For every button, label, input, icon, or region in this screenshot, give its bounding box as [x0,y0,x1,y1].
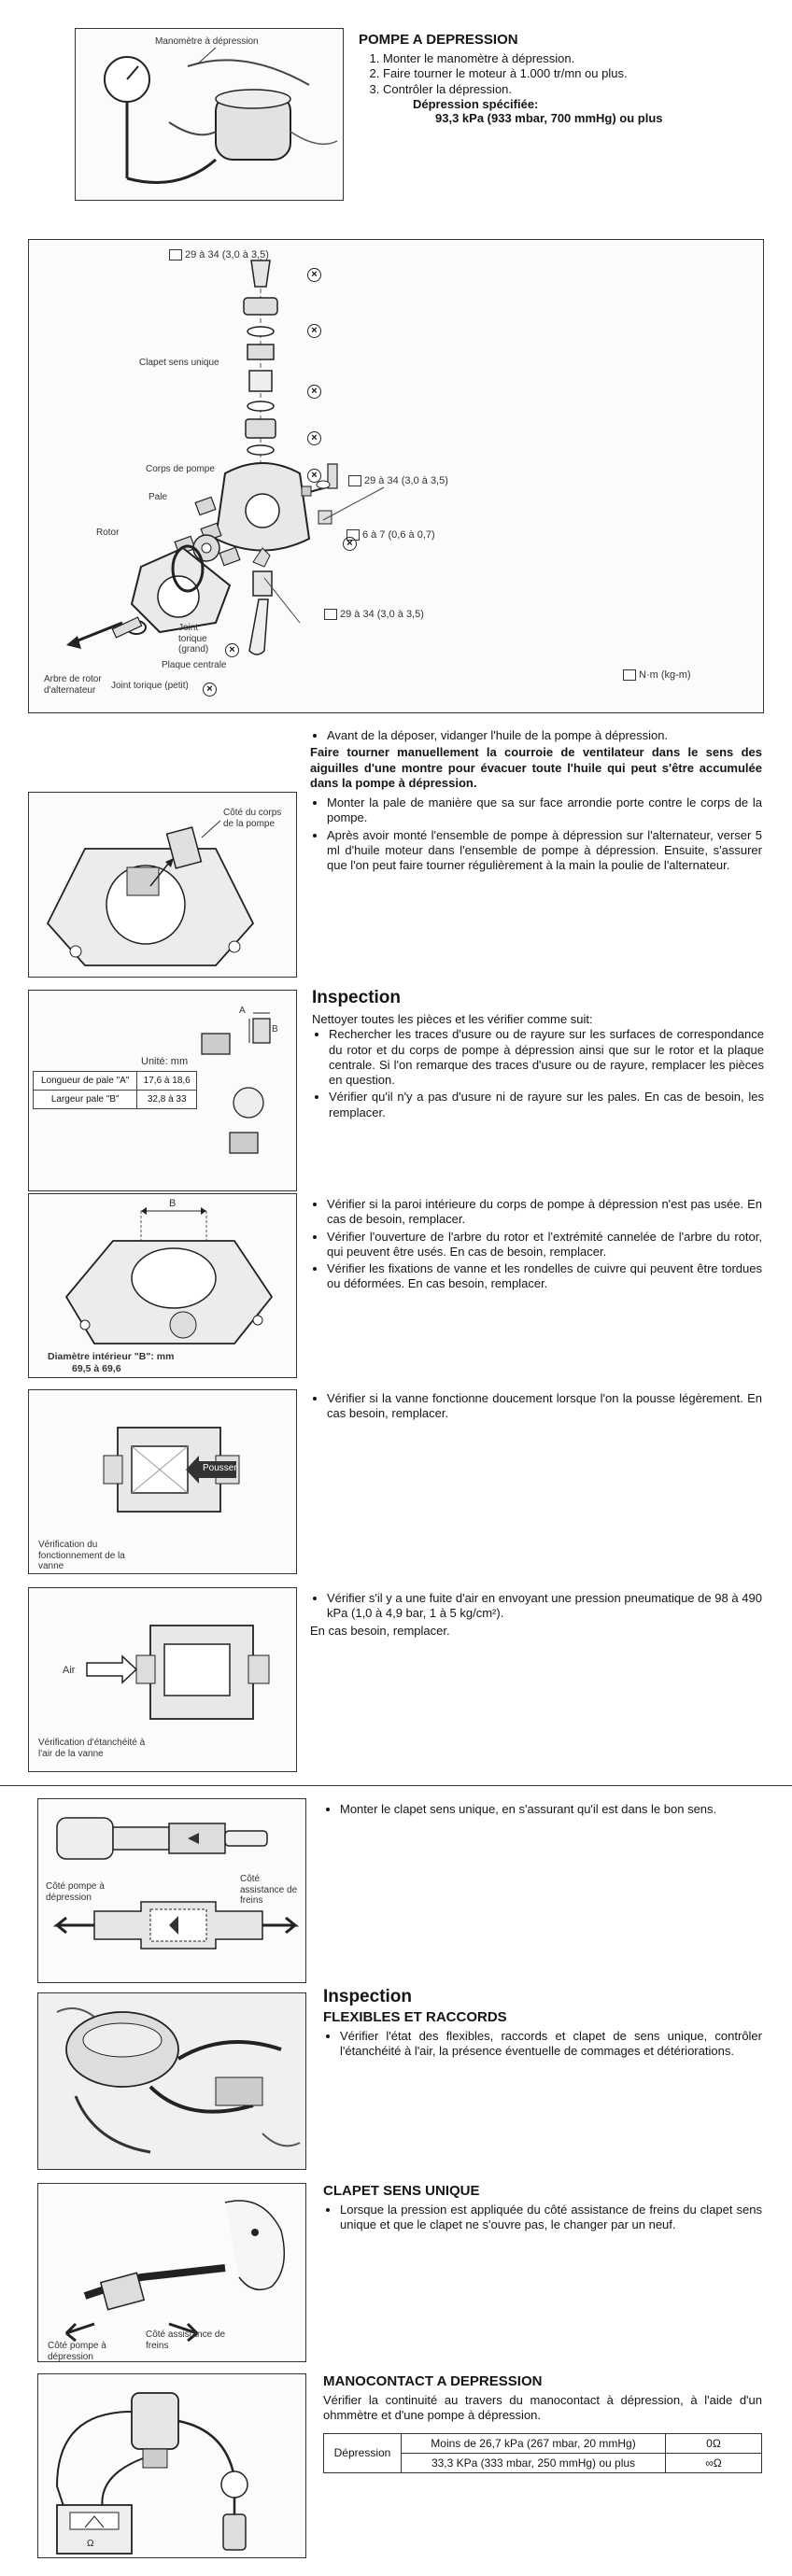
wrench-icon [169,249,182,260]
step-item: 3. Contrôler la dépression. [383,82,770,97]
replace-icon: × [307,385,321,399]
air-label: Air [63,1665,76,1676]
vacuum-switch-subheading: MANOCONTACT A DEPRESSION [323,2373,543,2389]
joint-petit-label: Joint torique (petit) [111,681,189,691]
joint-grand-label: Joint torique (grand) [178,623,209,655]
vacuum-switch-section [323,2373,762,2473]
brake-side-label: Côté assistance de freins [240,1874,298,1906]
wrench-icon [346,529,360,541]
pump-body-text [310,1197,762,1294]
body-bullet: • Vérifier l'ouverture de l'arbre du rotor et l'extrémité cannelée de l'arbre du rotor, qui peuvent être usés. En cas de besoin, remplacer. [327,1230,762,1260]
hoses-bullet: • Vérifier l'état des flexibles, raccords et clapet de sens unique, contrôler l'étanchéité à l'air, la présence éventuelle de commages et détériorations. [340,2029,762,2060]
row-label: Longueur de pale "A" [34,1072,137,1091]
check-valve-test-bullet: • Lorsque la pression est appliquée du côté assistance de freins du clapet sens unique et que le clapet ne s'ouvre pas, le changer par un neuf. [340,2203,762,2233]
condition-cell: Moins de 26,7 kPa (267 mbar, 20 mmHg) [402,2433,666,2453]
drain-instructions [310,728,762,791]
row-value: 17,6 à 18,6 [137,1072,197,1091]
replace-icon: × [307,431,321,445]
unit-label: Unité: mm [141,1056,189,1067]
unit-legend: N·m (kg-m) [623,669,691,682]
replace-icon: × [203,683,217,697]
inspection-heading: Inspection [312,988,402,1007]
dim-b-label: B [272,1024,278,1035]
row-label: Largeur pale "B" [34,1091,137,1109]
svg-text:Ω: Ω [87,2539,94,2549]
brake-side-label: Côté assistance de freins [146,2330,226,2351]
resistance-cell: ∞Ω [666,2453,762,2472]
section-vacuum-pump [359,32,770,125]
valve-airtight-caption: Vérification d'étanchéité à l'air de la vanne [38,1738,146,1759]
valve-bullet: • Vérifier si la vanne fonctionne doucement lorsque l'on la pousse légèrement. En cas besoin, remplacer. [327,1391,762,1422]
pump-side-label: Côté du corps de la pompe [223,808,282,829]
diameter-caption: Diamètre intérieur "B": mm [48,1351,175,1362]
pale-spec-table [33,1071,197,1109]
inspection-intro: Nettoyer toutes les pièces et les vérifier comme suit: [312,1012,593,1026]
step-item: 1. Monter le manomètre à dépression. [383,51,770,66]
steps-list [359,51,770,97]
table-row [34,1091,197,1109]
inspection-section [312,988,764,1122]
replace-icon: × [307,324,321,338]
spec-value: 93,3 kPa (933 mbar, 700 mmHg) ou plus [435,110,663,125]
torque-label: 6 à 7 (0,6 à 0,7) [346,529,435,542]
valve-airtight-text [310,1591,762,1639]
check-valve-mount-text [323,1802,762,1819]
clapet-label: Clapet sens unique [139,358,219,368]
pale-label: Pale [148,492,168,502]
airtight-bullet: • Vérifier s'il y a une fuite d'air en envoyant une pression pneumatique de 98 à 490 kPa (1,0 à 4,9 bar, 1 à 5 kg/cm²). [327,1591,762,1622]
inspection-bullet: • Vérifier qu'il n'y a pas d'usure ni de rayure sur les pales. En cas de besoin, les remplacer. [329,1090,764,1120]
vacuum-switch-text: Vérifier la continuité au travers du manocontact à dépression, à l'aide d'un ohmmètre et d'une pompe à dépression. [323,2393,762,2423]
airtight-after: En cas besoin, remplacer. [310,1623,450,1638]
torque-label: 29 à 34 (3,0 à 3,5) [348,475,448,487]
pale-bullet: • Après avoir monté l'ensemble de pompe à dépression sur l'alternateur, verser 5 ml d'huile moteur dans l'ensemble de pompe à dépression. Ensuite, s'assurer que l'on peut faire tourner régulièrement à la main la poulie de l'alternateur. [327,828,762,874]
pump-side-label: Côté pompe à dépression [48,2341,106,2362]
resistance-cell: 0Ω [666,2433,762,2453]
vacuum-switch-table [323,2433,762,2473]
replace-icon: × [343,537,357,551]
page-divider [0,1785,792,1786]
pale-dimensions-figure [28,990,297,1191]
wrench-icon [324,609,337,620]
plaque-label: Plaque centrale [162,660,227,670]
dim-b-label: B [169,1198,177,1209]
replace-icon: × [225,643,239,657]
replace-icon: × [307,469,321,483]
check-valve-subheading: CLAPET SENS UNIQUE [323,2183,480,2199]
inspection-bullet: • Rechercher les traces d'usure ou de rayure sur les surfaces de correspondance du rotor et du corps de pompe à dépression ainsi que sur le rotor et la plaque centrale. Si l'on remarque des traces d'usure ou de rayure, remplacer les pièces en question. [329,1027,764,1088]
gauge-label: Manomètre à dépression [155,36,259,47]
body-bullet: • Vérifier les fixations de vanne et les rondelles de cuivre qui peuvent être tordues ou déformées. En cas besoin, remplacer. [327,1261,762,1292]
table-row [34,1072,197,1091]
replace-icon: × [307,268,321,282]
valve-function-caption: Vérification du fonctionnement de la vanne [38,1540,125,1571]
torque-label: 29 à 34 (3,0 à 3,5) [169,249,269,261]
pale-mount-figure [28,792,297,978]
valve-function-figure [28,1389,297,1574]
corps-label: Corps de pompe [146,464,215,474]
check-valve-section [323,2183,762,2235]
hoses-figure [37,1992,306,2170]
wrench-icon [623,669,636,681]
dim-a-label: A [239,1006,246,1016]
spec-label: Dépression spécifiée: [413,96,539,111]
pump-side-label: Côté pompe à dépression [46,1881,105,1903]
exploded-view-figure [28,239,764,713]
drain-bold-text: Faire tourner manuellement la courroie de ventilateur dans le sens des aiguilles d'une montre pour évacuer toute l'huile qui peut s'être accumulée dans la pompe à dépression. [310,745,762,790]
pale-mount-text [310,795,762,875]
inspection-heading: Inspection [323,1987,413,2006]
table-row [324,2433,762,2453]
pump-body-diameter-figure [28,1193,297,1378]
arbre-label: Arbre de rotor d'alternateur [44,674,102,696]
torque-label: 29 à 34 (3,0 à 3,5) [324,609,424,621]
diameter-value: 69,5 à 69,6 [72,1363,121,1374]
step-item: 2. Faire tourner le moteur à 1.000 tr/mn ou plus. [383,66,770,81]
wrench-icon [348,475,361,486]
condition-cell: 33,3 KPa (333 mbar, 250 mmHg) ou plus [402,2453,666,2472]
hoses-subheading: FLEXIBLES ET RACCORDS [323,2009,507,2025]
hoses-section [323,1987,762,2062]
row-value: 32,8 à 33 [137,1091,197,1109]
push-label: Pousser [203,1463,237,1473]
check-valve-mount-figure [37,1798,306,1983]
check-valve-test-figure [37,2183,306,2362]
row-label: Dépression [324,2433,402,2472]
body-bullet: • Vérifier si la paroi intérieure du corps de pompe à dépression n'est pas usée. En cas de besoin, remplacer. [327,1197,762,1228]
pale-bullet: • Monter la pale de manière que sa sur face arrondie porte contre le corps de la pompe. [327,795,762,826]
check-valve-bullet: • Monter le clapet sens unique, en s'assurant qu'il est dans le bon sens. [340,1802,762,1817]
rotor-label: Rotor [96,528,120,538]
section-title: POMPE A DEPRESSION [359,32,518,48]
vacuum-switch-figure [37,2373,306,2558]
drain-bullet: • Avant de la déposer, vidanger l'huile de la pompe à dépression. [327,728,762,743]
valve-function-text [310,1391,762,1424]
gauge-figure [75,28,344,201]
valve-airtight-figure [28,1587,297,1772]
